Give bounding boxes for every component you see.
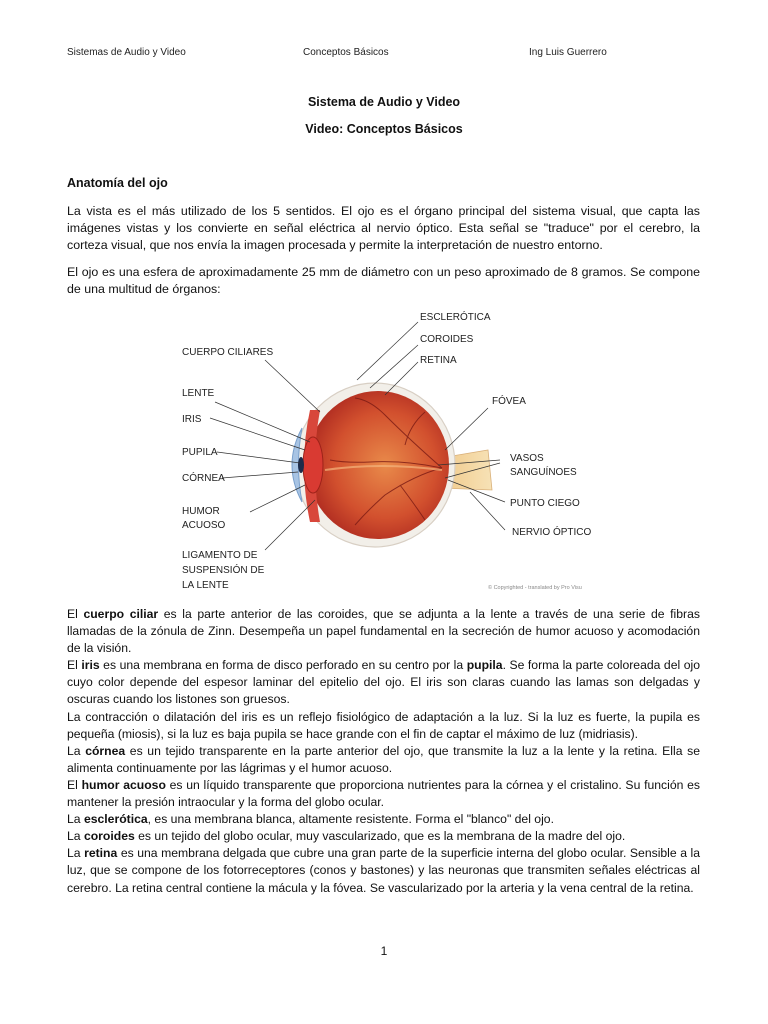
term-cuerpo-ciliar: cuerpo ciliar <box>83 607 159 621</box>
term-esclerotica: esclerótica <box>83 812 148 827</box>
label-humor-line1: HUMOR <box>182 506 220 517</box>
term-humor-acuoso: humor acuoso <box>81 777 166 792</box>
header-left: Sistemas de Audio y Video <box>67 47 186 58</box>
paragraph-cuerpo-ciliar: El cuerpo ciliar es la parte anterior de las coroides, que se adjunta a la lente a través de una serie de fibras llamadas de la zónula de Zinn. Desempeña un papel fundamental en la secreción de humor acuoso y acomodación de la visión. <box>67 607 700 656</box>
paragraph-humor-acuoso: El humor acuoso es un líquido transparente que proporciona nutrientes para la córnea y el cristalino. Su función es mantener la presión intraocular y la forma del globo ocular. <box>67 777 700 810</box>
section-heading: Anatomía del ojo <box>67 176 168 190</box>
term-coroides: coroides <box>83 829 135 844</box>
eye-anatomy-diagram <box>170 300 600 595</box>
label-vasos-line1: VASOS <box>510 453 544 464</box>
pupil-shape <box>298 457 304 473</box>
label-cornea: CÓRNEA <box>182 473 225 484</box>
label-esclerotica: ESCLERÓTICA <box>420 312 491 323</box>
label-ligamento-line2: SUSPENSIÓN DE <box>182 565 265 576</box>
label-cuerpo-ciliares: CUERPO CILIARES <box>182 347 274 358</box>
paragraph-esclerotica: La esclerótica, es una membrana blanca, altamente resistente. Forma el "blanco" del ojo. <box>67 812 554 827</box>
paragraph-cornea: La córnea es un tejido transparente en la parte anterior del ojo, que transmite la luz a la lente y la retina. Ella se alimenta continuamente por las lágrimas y el humor acuoso. <box>67 743 700 775</box>
label-retina: RETINA <box>420 355 457 366</box>
term-retina: retina <box>84 846 118 861</box>
label-punto-ciego: PUNTO CIEGO <box>510 498 580 509</box>
label-ligamento-line3: LA LENTE <box>182 580 229 591</box>
label-lente: LENTE <box>182 388 215 399</box>
intro-paragraph-1: La vista es el más utilizado de los 5 sentidos. El ojo es el órgano principal del sistema visual, que capta las imágenes vistas y los convierte en señal eléctrica al nervio óptico. Esta señal se "traduce" por el cerebro, la corteza visual, que nos envía la imagen procesada y permite la interpretación de nuestro entorno. <box>67 204 700 252</box>
diagram-copyright: © Copyrighted - translated by Pro Visu <box>488 585 582 591</box>
label-fovea: FÓVEA <box>492 396 526 407</box>
document-title: Sistema de Audio y Video <box>307 95 461 109</box>
label-pupila: PUPILA <box>182 447 218 458</box>
document-subtitle: Video: Conceptos Básicos <box>305 122 463 136</box>
term-cornea: córnea <box>85 743 126 758</box>
lens-shape <box>303 437 323 493</box>
body-text <box>67 606 700 897</box>
term-iris: iris <box>81 658 100 673</box>
label-coroides: COROIDES <box>420 334 474 345</box>
label-vasos-line2: SANGUÍNOES <box>510 467 577 478</box>
paragraph-iris: El iris es una membrana en forma de disco perforado en su centro por la pupila. Se forma la parte coloreada del ojo cuyo color depende del espesor laminar del epitelio del ojo. El iris son claras cuando las lamas son delgadas y oscuras cuando los listones son gruesos. <box>67 658 700 707</box>
label-humor-line2: ACUOSO <box>182 520 226 531</box>
paragraph-contraccion: La contracción o dilatación del iris es un reflejo fisiológico de adaptación a la luz. Si la luz es fuerte, la pupila es pequeña (miosis), si la luz es baja pupila se hace grande con el fin de captar el máximo de luz (midriasis). <box>67 709 700 741</box>
term-pupila: pupila <box>466 658 503 673</box>
label-iris: IRIS <box>182 414 202 425</box>
page-number: 1 <box>380 944 388 958</box>
header-right: Ing Luis Guerrero <box>529 47 607 58</box>
paragraph-retina: La retina es una membrana delgada que cubre una gran parte de la superficie interna del globo ocular. Sensible a la luz, que se compone de los fotorreceptores (conos y bastones) y las neuronas que transmiten señales eléctricas al cerebro. La retina central contiene la mácula y la fóvea. Se vascularizado por la arteria y la vena central de la retina. <box>67 846 700 895</box>
label-ligamento-line1: LIGAMENTO DE <box>182 550 258 561</box>
intro-paragraph-2: El ojo es una esfera de aproximadamente 25 mm de diámetro con un peso aproximado de 8 gramos. Se compone de una multitud de órganos: <box>67 265 700 296</box>
header-center: Conceptos Básicos <box>303 47 389 58</box>
label-nervio-optico: NERVIO ÓPTICO <box>512 527 592 538</box>
paragraph-coroides: La coroides es un tejido del globo ocular, muy vascularizado, que es la membrana de la madre del ojo. <box>67 829 626 844</box>
